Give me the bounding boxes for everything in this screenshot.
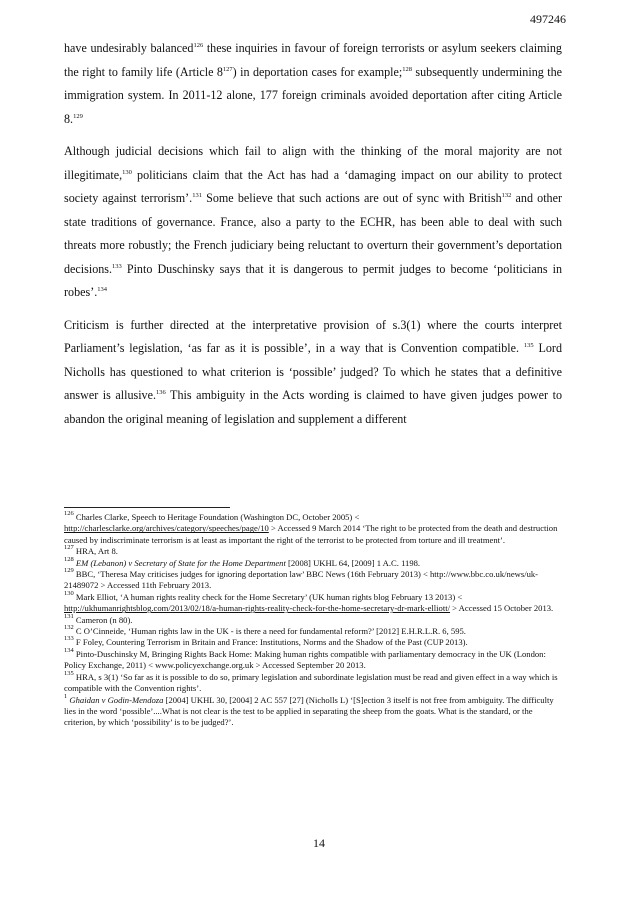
- footnote: [64, 555, 562, 569]
- text-run: these inquiries in favour of foreign terrorists or asylum seekers claiming the right to family life (Article 8: [64, 41, 562, 79]
- body-paragraph: [64, 37, 562, 131]
- footnote-ref: 128: [402, 65, 412, 73]
- text-run: Cameron (n 80).: [73, 614, 133, 625]
- footnote-link[interactable]: http://charlesclarke.org/archives/category/speeches/page/10: [64, 523, 269, 534]
- footnote-ref: 136: [156, 389, 166, 396]
- footnote: [64, 512, 562, 546]
- text-run: and other state traditions of governance. France, also a party to the ECHR, has been able to deal with such threats more robustly; the French judiciary being reluctant to overturn their government’s deportation decisions.: [64, 191, 563, 276]
- page-number: 14: [313, 836, 325, 850]
- text-run: politicians claim that the Act has had a ‘damaging impact on our ability to protect society against terrorism’.: [64, 167, 562, 205]
- footnote-ref: 126: [64, 510, 74, 517]
- text-run: [2004] UKHL 30, [2004] 2 AC 557 [27] (Nicholls L) ‘[S]ection 3 itself is not free from ambiguity. The difficulty lies in the word ‘possible’....What is not clear is the test to be applied in separating the sheep from the goats. What is the standard, or the criterion, by which ‘possibility’ is to be judged?’.: [64, 694, 554, 728]
- footnote: [64, 637, 562, 648]
- footnote-ref: 130: [122, 168, 132, 176]
- footnote: [64, 589, 562, 615]
- footnote-ref: 135: [523, 342, 534, 349]
- text-run: > Accessed 15 October 2013.: [450, 603, 554, 614]
- text-run: > Accessed 9 March 2014 ‘The right to be protected from the death and destruction caused by indiscriminate terrorism is at least as important the right of the terrorist to be protected from torture and ill treatment’.: [64, 523, 558, 545]
- text-run: [2008] UKHL 64, [2009] 1 A.C. 1198.: [285, 557, 421, 568]
- text-run: BBC, ‘Theresa May criticises judges for ignoring deportation law’ BBC News (16th February 2013) < http://www.bbc.co.uk/news/uk-21489072 > Accessed 11th February 2013.: [64, 569, 539, 591]
- text-run: Charles Clarke, Speech to Heritage Foundation (Washington DC, October 2005) <: [73, 512, 360, 522]
- text-run: C O’Cinneide, ‘Human rights law in the UK - is there a need for fundamental reform?’ [2012] E.H.R.L.R. 6, 595.: [73, 626, 466, 637]
- text-run: subsequently undermining the immigration system. In 2011-12 alone, 177 foreign criminals avoided deportation after citing Article 8.: [64, 64, 562, 126]
- footnote-ref: 126: [193, 42, 204, 49]
- body-text: [64, 37, 562, 440]
- footnote-ref: 127: [64, 544, 74, 552]
- document-id: 497246: [530, 12, 566, 26]
- text-run: HRA, s 3(1) ‘So far as it is possible to do so, primary legislation and subordinate legislation must be read and given effect in a way which is compatible with the Convention rights’.: [64, 671, 558, 694]
- footnote-ref: 131: [64, 612, 74, 620]
- text-run: Pinto Duschinsky says that it is dangerous to permit judges to become ‘politicians in robes’.: [64, 261, 562, 299]
- footnote-ref: 133: [112, 262, 122, 270]
- footnote-ref: 129: [73, 112, 83, 120]
- text-run: Some believe that such actions are out of sync with British: [201, 191, 502, 205]
- footnote-ref: 130: [64, 589, 74, 597]
- footnote-ref: 129: [64, 567, 74, 575]
- case-name: Ghaidan v Godin-Mendoza: [69, 694, 164, 705]
- footnote-ref: 1: [64, 692, 68, 700]
- footnote: [64, 669, 562, 695]
- body-paragraph: [64, 140, 562, 305]
- text-run: Lord Nicholls has questioned to what criterion is ‘possible’ judged? To which he states that a definitive answer is allusive.: [64, 341, 562, 402]
- text-run: HRA, Art 8.: [73, 546, 118, 557]
- footnote-ref: 134: [64, 646, 74, 654]
- footnote-ref: 134: [97, 286, 107, 293]
- footnote: [64, 546, 562, 557]
- footnotes: [64, 512, 562, 729]
- footnote: [64, 612, 562, 626]
- footnote-ref: 131: [192, 192, 202, 199]
- footnote-ref: 135: [64, 669, 74, 677]
- text-run: have undesirably balanced: [64, 41, 194, 55]
- text-run: This ambiguity in the Acts wording is claimed to have given judges power to abandon the original meaning of legislation and supplement a different: [64, 388, 562, 426]
- footnote-separator: [64, 507, 230, 508]
- text-run: ) in deportation cases for example;: [232, 64, 403, 79]
- footnote-ref: 132: [501, 192, 512, 199]
- footnote: [64, 692, 562, 729]
- text-run: Criticism is further directed at the interpretative provision of s.3(1) where the courts interpret Parliament’s legislation, ‘as far as it is possible’, in a way that is Convention compatible.: [64, 317, 562, 355]
- case-name: EM (Lebanon) v Secretary of State for the Home Department: [75, 557, 286, 568]
- footnote-link[interactable]: http://ukhumanrightsblog.com/2013/02/18/a-human-rights-reality-check-for-the-home-secretary-dr-mark-elliott/: [64, 603, 451, 614]
- text-run: Although judicial decisions which fail to align with the thinking of the moral majority are not illegitimate,: [64, 144, 562, 182]
- text-run: Mark Elliot, ‘A human rights reality check for the Home Secretary’ (UK human rights blog February 13 2013) <: [73, 591, 463, 602]
- footnote: [64, 626, 562, 637]
- body-paragraph: [64, 314, 562, 432]
- footnote: [64, 646, 562, 672]
- text-run: F Foley, Countering Terrorism in Britain and France: Institutions, Norms and the Shadow of the Past (CUP 2013).: [73, 637, 468, 648]
- footnote-ref: 128: [64, 555, 74, 563]
- text-run: Pinto-Duschinsky M, Bringing Rights Back Home: Making human rights compatible with parliamentary democracy in the UK (London: Policy Exchange, 2011) < www.policyexchange.org.uk > Accessed September 20 2013.: [64, 648, 546, 671]
- footnote-ref: 132: [64, 624, 74, 632]
- footnote-ref: 133: [64, 635, 74, 643]
- footnote: [64, 569, 562, 592]
- footnote-ref: 127: [222, 65, 233, 73]
